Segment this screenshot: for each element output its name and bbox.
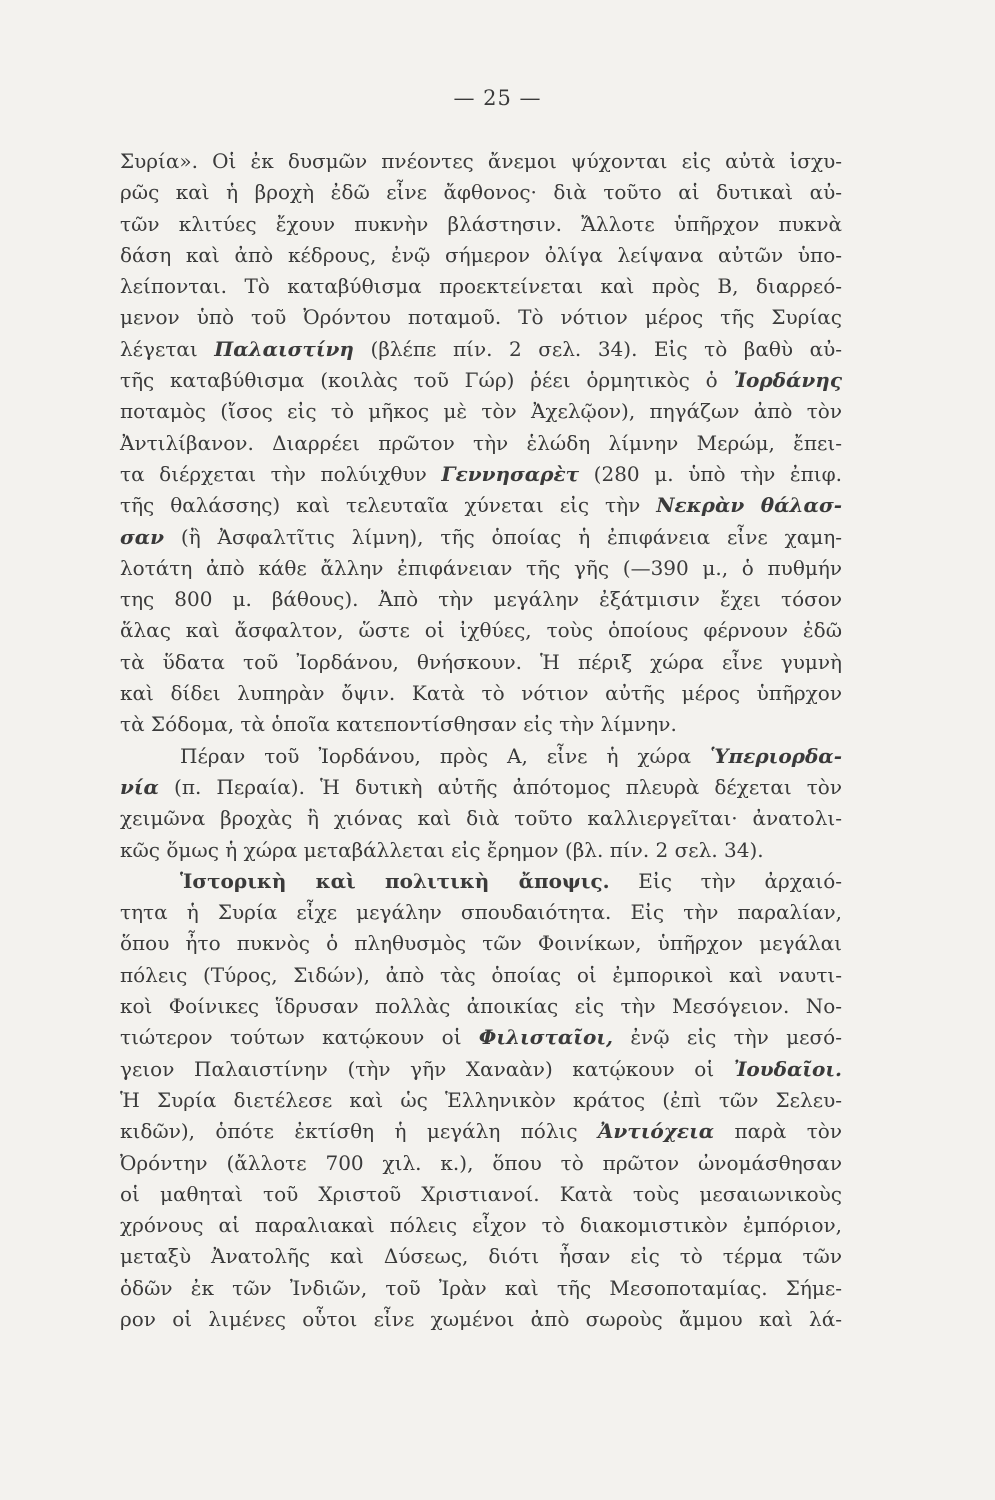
text-line — [120, 584, 842, 615]
text-run: ρον οἱ λιμένες οὗτοι εἶνε χωμένοι ἀπὸ σωροὺς ἄμμου καὶ λά- — [120, 1306, 842, 1331]
emphasized-term: σαν — [120, 524, 165, 549]
text-run: Πέραν τοῦ Ἰορδάνου, πρὸς Α, εἶνε ἡ χώρα — [180, 743, 711, 768]
text-line — [120, 177, 842, 208]
text-line — [120, 459, 842, 490]
text-run: δάση καὶ ἀπὸ κέδρους, ἐνῷ σήμερον ὀλίγα λείψανα αὐτῶν ὑπο- — [120, 242, 842, 267]
text-line — [120, 615, 842, 646]
text-line — [120, 803, 842, 834]
text-run: χειμῶνα βροχὰς ἢ χιόνας καὶ διὰ τοῦτο καλλιεργεῖται· ἀνατολι- — [120, 806, 842, 831]
text-run: κῶς ὅμως ἡ χώρα μεταβάλλεται εἰς ἔρημον (βλ. πίν. 2 σελ. 34). — [120, 837, 764, 862]
text-run: ποταμὸς (ἴσος εἰς τὸ μῆκος μὲ τὸν Ἀχελῷον), πηγάζων ἀπὸ τὸν — [120, 399, 842, 424]
text-line — [120, 928, 842, 959]
text-line — [120, 428, 842, 459]
text-line — [120, 1241, 842, 1272]
text-run: τιώτερον τούτων κατῴκουν οἱ — [120, 1025, 479, 1050]
text-run: της 800 μ. βάθους). Ἀπὸ τὴν μεγάλην ἐξάτμισιν ἔχει τόσον — [120, 587, 842, 612]
page-number: — 25 — — [453, 86, 542, 110]
text-run: μενον ὑπὸ τοῦ Ὀρόντου ποταμοῦ. Τὸ νότιον μέρος τῆς Συρίας — [120, 305, 842, 330]
emphasized-term: Ἰουδαῖοι. — [733, 1056, 842, 1081]
text-run: κιδῶν), ὁπότε ἐκτίσθη ἡ μεγάλη πόλις — [120, 1119, 598, 1144]
text-line — [120, 741, 842, 772]
text-line — [120, 647, 842, 678]
text-line — [120, 365, 842, 396]
emphasized-term: Ἰορδάνης — [733, 368, 842, 393]
emphasized-term: Φιλισταῖοι, — [478, 1025, 613, 1050]
emphasized-term: Παλαιστίνη — [214, 336, 354, 361]
text-run: λέγεται — [120, 336, 215, 361]
text-line — [120, 1085, 842, 1116]
text-run: τητα ἡ Συρία εἶχε μεγάλην σπουδαιότητα. Εἰς τὴν παραλίαν, — [120, 900, 842, 925]
text-line — [120, 209, 842, 240]
text-run: (280 μ. ὑπὸ τὴν ἐπιφ. — [579, 461, 843, 486]
text-line — [120, 522, 842, 553]
text-run: Συρία». Οἱ ἐκ δυσμῶν πνέοντες ἄνεμοι ψύχονται εἰς αὐτὰ ἰσχυ- — [120, 149, 842, 173]
text-line — [120, 553, 842, 584]
text-line — [120, 866, 842, 897]
text-run: ἅλας καὶ ἄσφαλτον, ὥστε οἱ ἰχθύες, τοὺς ὁποίους φέρνουν ἐδῶ — [120, 618, 842, 643]
text-line — [120, 490, 842, 521]
text-line — [120, 678, 842, 709]
text-line — [120, 709, 842, 740]
body-text — [120, 146, 842, 1335]
text-line — [120, 1054, 842, 1085]
emphasized-term: νία — [120, 774, 159, 799]
text-line — [120, 1304, 842, 1335]
emphasized-term: Ἱστορικὴ καὶ πολιτικὴ ἄποψις. — [180, 868, 610, 893]
text-line — [120, 960, 842, 991]
text-run: μεταξὺ Ἀνατολῆς καὶ Δύσεως, διότι ἦσαν εἰς τὸ τέρμα τῶν — [120, 1244, 842, 1269]
text-run: ἐνῷ εἰς τὴν μεσό- — [612, 1025, 842, 1050]
text-line — [120, 772, 842, 803]
text-run: (ἢ Ἀσφαλτῖτις λίμνη), τῆς ὁποίας ἡ ἐπιφάνεια εἶνε χαμη- — [164, 524, 842, 549]
text-run: (π. Περαία). Ἡ δυτικὴ αὐτῆς ἀπότομος πλευρὰ δέχεται τὸν — [158, 774, 842, 799]
text-run: τα διέρχεται τὴν πολύιχθυν — [120, 461, 442, 486]
text-run: τῆς καταβύθισμα (κοιλὰς τοῦ Γώρ) ῥέει ὁρμητικὸς ὁ — [120, 368, 734, 393]
text-run: λείπονται. Τὸ καταβύθισμα προεκτείνεται καὶ πρὸς Β, διαρρεό- — [120, 274, 842, 299]
text-line — [120, 1116, 842, 1147]
text-run: τὰ ὕδατα τοῦ Ἰορδάνου, θνήσκουν. Ἡ πέριξ χώρα εἶνε γυμνὴ — [120, 649, 842, 674]
text-line — [120, 302, 842, 333]
text-line — [120, 991, 842, 1022]
text-run: χρόνους αἱ παραλιακαὶ πόλεις εἶχον τὸ διακομιστικὸν ἐμπόριον, — [120, 1213, 842, 1238]
text-line — [120, 1210, 842, 1241]
text-run: ὁδῶν ἐκ τῶν Ἰνδιῶν, τοῦ Ἰρὰν καὶ τῆς Μεσοποταμίας. Σήμε- — [120, 1275, 842, 1300]
text-run: Ἀντιλίβανον. Διαρρέει πρῶτον τὴν ἑλώδη λίμνην Μερώμ, ἔπει- — [120, 430, 842, 455]
text-line — [120, 146, 842, 177]
text-line — [120, 240, 842, 271]
text-line — [120, 1179, 842, 1210]
text-run: τῶν κλιτύες ἔχουν πυκνὴν βλάστησιν. Ἄλλοτε ὑπῆρχον πυκνὰ — [120, 211, 842, 236]
text-line — [120, 271, 842, 302]
text-line — [120, 334, 842, 365]
emphasized-term: Γεννησαρὲτ — [441, 461, 580, 486]
text-line — [120, 835, 842, 866]
text-run: καὶ δίδει λυπηρὰν ὄψιν. Κατὰ τὸ νότιον αὐτῆς μέρος ὑπῆρχον — [120, 681, 842, 706]
text-line — [120, 1022, 842, 1053]
text-line — [120, 897, 842, 928]
text-run: ρῶς καὶ ἡ βροχὴ ἐδῶ εἶνε ἄφθονος· διὰ τοῦτο αἱ δυτικαὶ αὐ- — [120, 180, 842, 205]
text-line — [120, 1273, 842, 1304]
text-run: Ἡ Συρία διετέλεσε καὶ ὡς Ἑλληνικὸν κράτος (ἐπὶ τῶν Σελευ- — [120, 1087, 842, 1112]
text-run: οἱ μαθηταὶ τοῦ Χριστοῦ Χριστιανοί. Κατὰ τοὺς μεσαιωνικοὺς — [120, 1181, 842, 1206]
emphasized-term: Νεκρὰν θάλασ- — [656, 493, 842, 518]
text-run: πόλεις (Τύρος, Σιδών), ἀπὸ τὰς ὁποίας οἱ ἐμπορικοὶ καὶ ναυτι- — [120, 962, 842, 987]
text-line — [120, 1148, 842, 1179]
text-run: Ὀρόντην (ἄλλοτε 700 χιλ. κ.), ὅπου τὸ πρῶτον ὠνομάσθησαν — [120, 1150, 842, 1175]
text-run: κοὶ Φοίνικες ἵδρυσαν πολλὰς ἀποικίας εἰς τὴν Μεσόγειον. Νο- — [120, 994, 842, 1019]
text-run: (βλέπε πίν. 2 σελ. 34). Εἰς τὸ βαθὺ αὐ- — [353, 336, 842, 361]
text-run: γειον Παλαιστίνην (τὴν γῆν Χαναὰν) κατῴκουν οἱ — [120, 1056, 734, 1081]
text-run: παρὰ τὸν — [714, 1119, 842, 1144]
emphasized-term: Ὑπεριορδα- — [710, 743, 842, 768]
text-run: λοτάτη ἀπὸ κάθε ἄλλην ἐπιφάνειαν τῆς γῆς (—390 μ., ὁ πυθμήν — [120, 555, 842, 580]
emphasized-term: Ἀντιόχεια — [597, 1119, 715, 1144]
text-run: Εἰς τὴν ἀρχαιό- — [609, 868, 842, 893]
text-line — [120, 396, 842, 427]
text-run: τὰ Σόδομα, τὰ ὁποῖα κατεποντίσθησαν εἰς τὴν λίμνην. — [120, 712, 677, 737]
text-run: ὅπου ἦτο πυκνὸς ὁ πληθυσμὸς τῶν Φοινίκων, ὑπῆρχον μεγάλαι — [120, 931, 842, 956]
text-run: τῆς θαλάσσης) καὶ τελευταῖα χύνεται εἰς τὴν — [120, 493, 657, 518]
